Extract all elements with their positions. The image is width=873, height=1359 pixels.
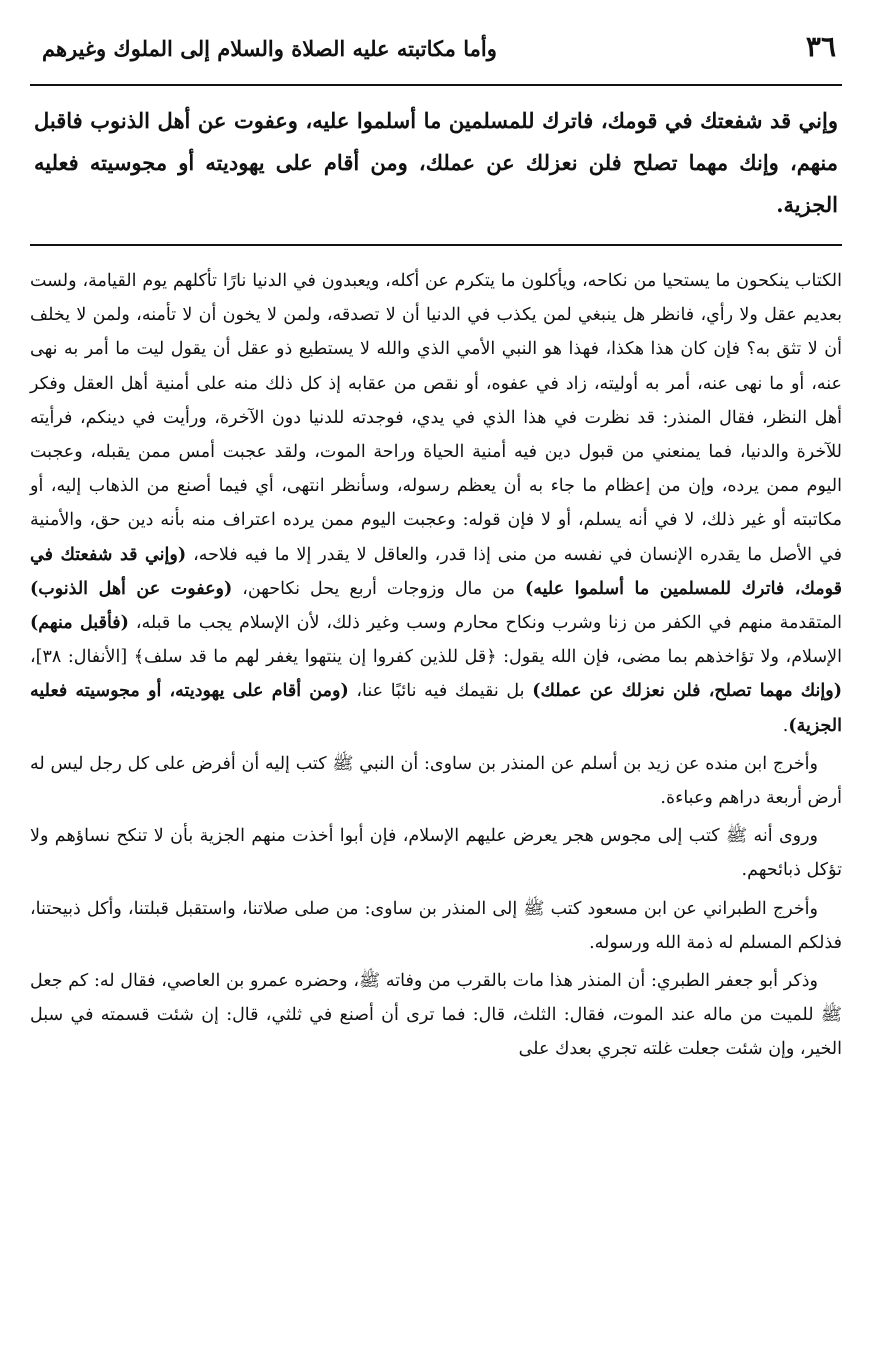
- quoted-matn: (وإني قد شفعتك في قومك، فاترك للمسلمين ما أسلموا عليه): [30, 544, 842, 599]
- commentary-text: الكتاب ينكحون ما يستحيا من نكاحه، ويأكلون ما يتكرم عن أكله، ويعبدون في الدنيا نارًا تأكلهم يوم القيامة، ولست بعديم عقل ولا رأي، فانظر هل ينبغي لمن يكذب في الدنيا أن لا تصدقه، ولمن لا يخون أن لا تأمنه، ولمن لا يخلف أن لا تثق به؟ فإن كان هذا هكذا، فهذا هو النبي الأمي الذي والله لا يستطيع ذو عقل أن يقول ليت ما أمر به نهى عنه، أو ما نهى عنه، أمر به أوليته، زاد في عفوه، أو نقص من عقابه إذ كل ذلك منه على أمنية أهل العقل وفكر أهل النظر، فقال المنذر: قد نظرت في هذا الذي في يدي، فوجدته للدنيا دون الآخرة، ورأيت في دينكم، فرأيته للآخرة والدنيا، فما يمنعني من قبول دين فيه أمنية الحياة وراحة الموت، ولقد عجبت أمس ممن يقبله، وعجبت اليوم ممن يرده، وإن من إعظام ما جاء به أن يعظم رسوله، وسأنظر انتهى، أي فيما أصنع من الذهاب إليه، أو مكاتبته أو غير ذلك، لا في أنه يسلم، أو لا فإن قوله: وعجبت اليوم ممن يرده اعتراف منه بأنه دين حق، والأمنية في الأصل ما يقدره الإنسان في نفسه من منى إذا قدر، والعاقل لا يقدر إلا ما فيه فلاحه،: [30, 271, 842, 565]
- commentary-paragraph-5: وذكر أبو جعفر الطبري: أن المنذر هذا مات بالقرب من وفاته ﷺ، وحضره عمرو بن العاصي، فقال له: كم جعل ﷺ للميت من ماله عند الموت، فقال: الثلث، قال: فما ترى أن أصنع في ثلثي، قال: إن شئت قسمته في سبل الخير، وإن شئت جعلت غلته تجري بعدك على: [30, 971, 842, 1060]
- commentary-paragraph-4: وأخرج الطبراني عن ابن مسعود كتب ﷺ إلى المنذر بن ساوى: من صلى صلاتنا، واستقبل قبلتنا، وأكل ذبيحتنا، فذلكم المسلم له ذمة الله ورسوله.: [30, 898, 842, 953]
- hadith-text-block: [30, 100, 842, 236]
- book-page: [30, 30, 842, 1330]
- commentary-paragraph-1: [30, 264, 842, 743]
- commentary-text: .: [782, 715, 789, 736]
- quoted-matn: (وإنك مهما تصلح، فلن نعزلك عن عملك): [532, 681, 842, 702]
- commentary-text: بل نقيمك فيه نائبًا عنا،: [348, 681, 533, 702]
- commentary-block: [30, 264, 842, 1067]
- page-number: ٣٦: [805, 30, 836, 63]
- commentary-paragraph-3: وروى أنه ﷺ كتب إلى مجوس هجر يعرض عليهم الإسلام، فإن أبوا أخذت منهم الجزية بأن لا تنكح نساؤهم ولا تؤكل ذبائحهم.: [30, 826, 842, 881]
- quoted-matn: (ومن أقام على يهوديته، أو مجوسيته فعليه الجزية): [30, 681, 842, 736]
- commentary-text: المتقدمة منهم في الكفر من زنا وشرب ونكاح محارم وسب وغير ذلك، لأن الإسلام يجب ما قبله،: [128, 613, 842, 634]
- quoted-matn: (وعفوت عن أهل الذنوب): [30, 578, 233, 599]
- chapter-title: وأما مكاتبته عليه الصلاة والسلام إلى الملوك وغيرهم: [42, 36, 497, 61]
- running-header: [30, 30, 842, 86]
- quoted-matn: (فأقبل منهم): [30, 613, 129, 634]
- text-separator: [30, 244, 842, 246]
- hadith-text: وإني قد شفعتك في قومك، فاترك للمسلمين ما أسلموا عليه، وعفوت عن أهل الذنوب فاقبل منهم، وإنك مهما تصلح فلن نعزلك عن عملك، ومن أقام على يهوديته أو مجوسيته فعليه الجزية.: [34, 108, 838, 217]
- commentary-text: من مال وزوجات أربع يحل نكاحهن،: [232, 578, 525, 599]
- commentary-paragraph-2: وأخرج ابن منده عن زيد بن أسلم عن المنذر بن ساوى: أن النبي ﷺ كتب إليه أن أفرض على كل رجل ليس له أرض أربعة دراهم وعباءة.: [30, 753, 842, 809]
- commentary-text: الإسلام، ولا تؤاخذهم بما مضى، فإن الله يقول: ﴿قل للذين كفروا إن ينتهوا يغفر لهم ما قد سلف﴾ [الأنفال: ٣٨]،: [30, 647, 842, 668]
